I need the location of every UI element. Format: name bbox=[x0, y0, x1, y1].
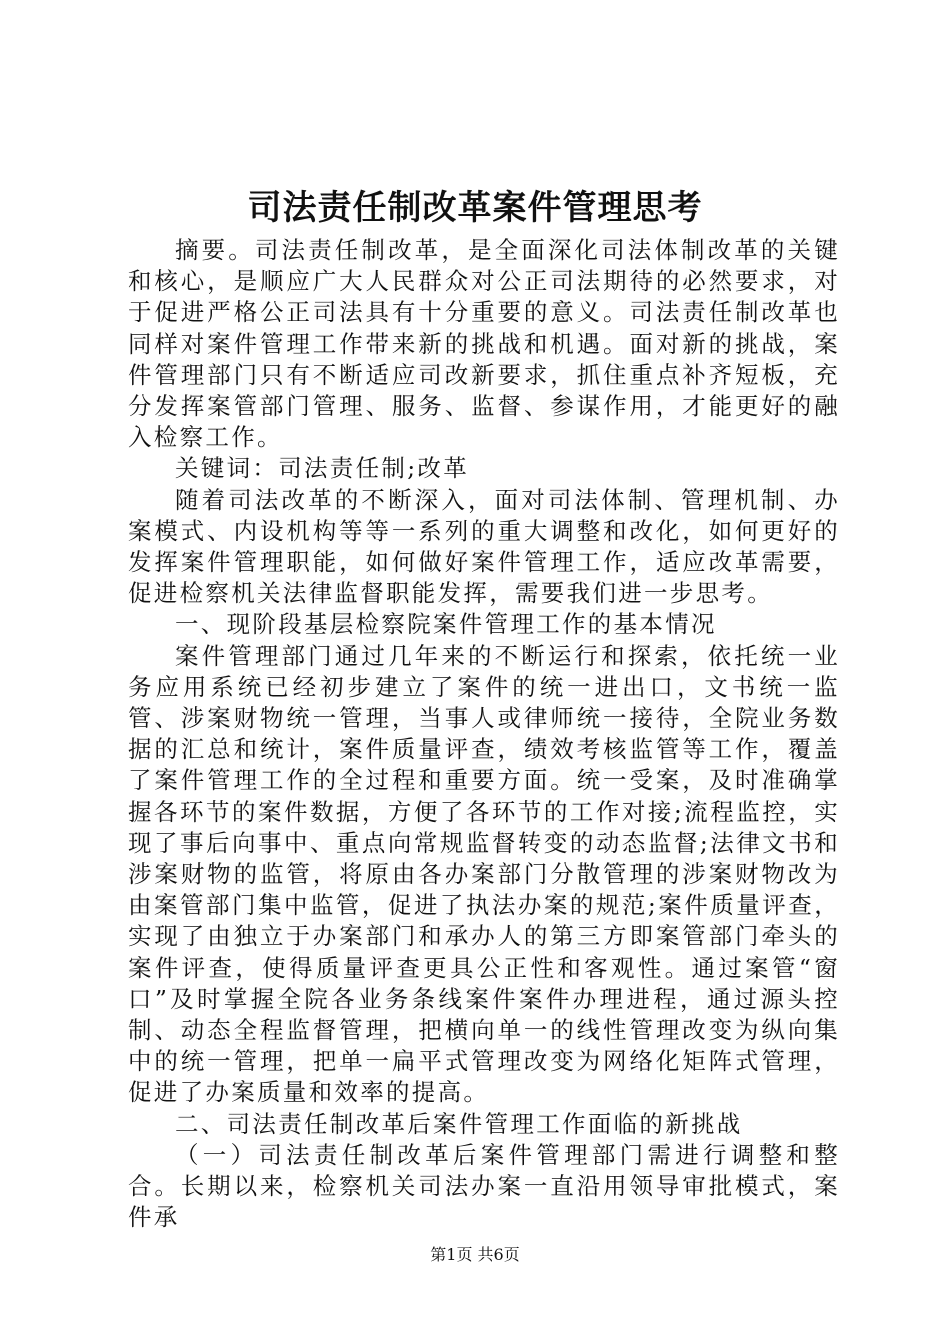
intro-paragraph: 随着司法改革的不断深入，面对司法体制、管理机制、办案模式、内设机构等等一系列的重大调整和改化，如何更好的发挥案件管理职能，如何做好案件管理工作，适应改革需要，促进检察机关法律监督职能发挥，需要我们进一步思考。 bbox=[128, 485, 840, 608]
section-1-paragraph: 案件管理部门通过几年来的不断运行和探索，依托统一业务应用系统已经初步建立了案件的统一进出口，文书统一监管、涉案财物统一管理，当事人或律师统一接待，全院业务数据的汇总和统计，案件质量评查，绩效考核监管等工作，覆盖了案件管理工作的全过程和重要方面。统一受案，及时准确掌握各环节的案件数据，方便了各环节的工作对接;流程监控，实现了事后向事中、重点向常规监督转变的动态监督;法律文书和涉案财物的监管，将原由各办案部门分散管理的涉案财物改为由案管部门集中监管，促进了执法办案的规范;案件质量评查，实现了由独立于办案部门和承办人的第三方即案管部门牵头的案件评查，使得质量评查更具公正性和客观性。通过案管“窗口”及时掌握全院各业务条线案件案件办理进程，通过源头控制、动态全程监督管理，把横向单一的线性管理改变为纵向集中的统一管理，把单一扁平式管理改变为网络化矩阵式管理，促进了办案质量和效率的提高。 bbox=[128, 641, 840, 1107]
keywords-paragraph: 关键词：司法责任制;改革 bbox=[175, 454, 470, 483]
document-body bbox=[128, 235, 840, 1234]
abstract-paragraph: 摘要。司法责任制改革，是全面深化司法体制改革的关键和核心，是顺应广大人民群众对公正司法期待的必然要求，对于促进严格公正司法具有十分重要的意义。司法责任制改革也同样对案件管理工作带来新的挑战和机遇。面对新的挑战，案件管理部门只有不断适应司改新要求，抓住重点补齐短板，充分发挥案管部门管理、服务、监督、参谋作用，才能更好的融入检察工作。 bbox=[128, 236, 840, 452]
document-title: 司法责任制改革案件管理思考 bbox=[247, 188, 703, 228]
section-heading-2: 二、司法责任制改革后案件管理工作面临的新挑战 bbox=[175, 1109, 743, 1138]
page-footer: 第1页 共6页 bbox=[430, 1245, 520, 1264]
subsection-1-paragraph: （一）司法责任制改革后案件管理部门需进行调整和整合。长期以来，检察机关司法办案一直沿用领导审批模式，案件承 bbox=[128, 1140, 840, 1232]
section-heading-1: 一、现阶段基层检察院案件管理工作的基本情况 bbox=[175, 610, 717, 639]
